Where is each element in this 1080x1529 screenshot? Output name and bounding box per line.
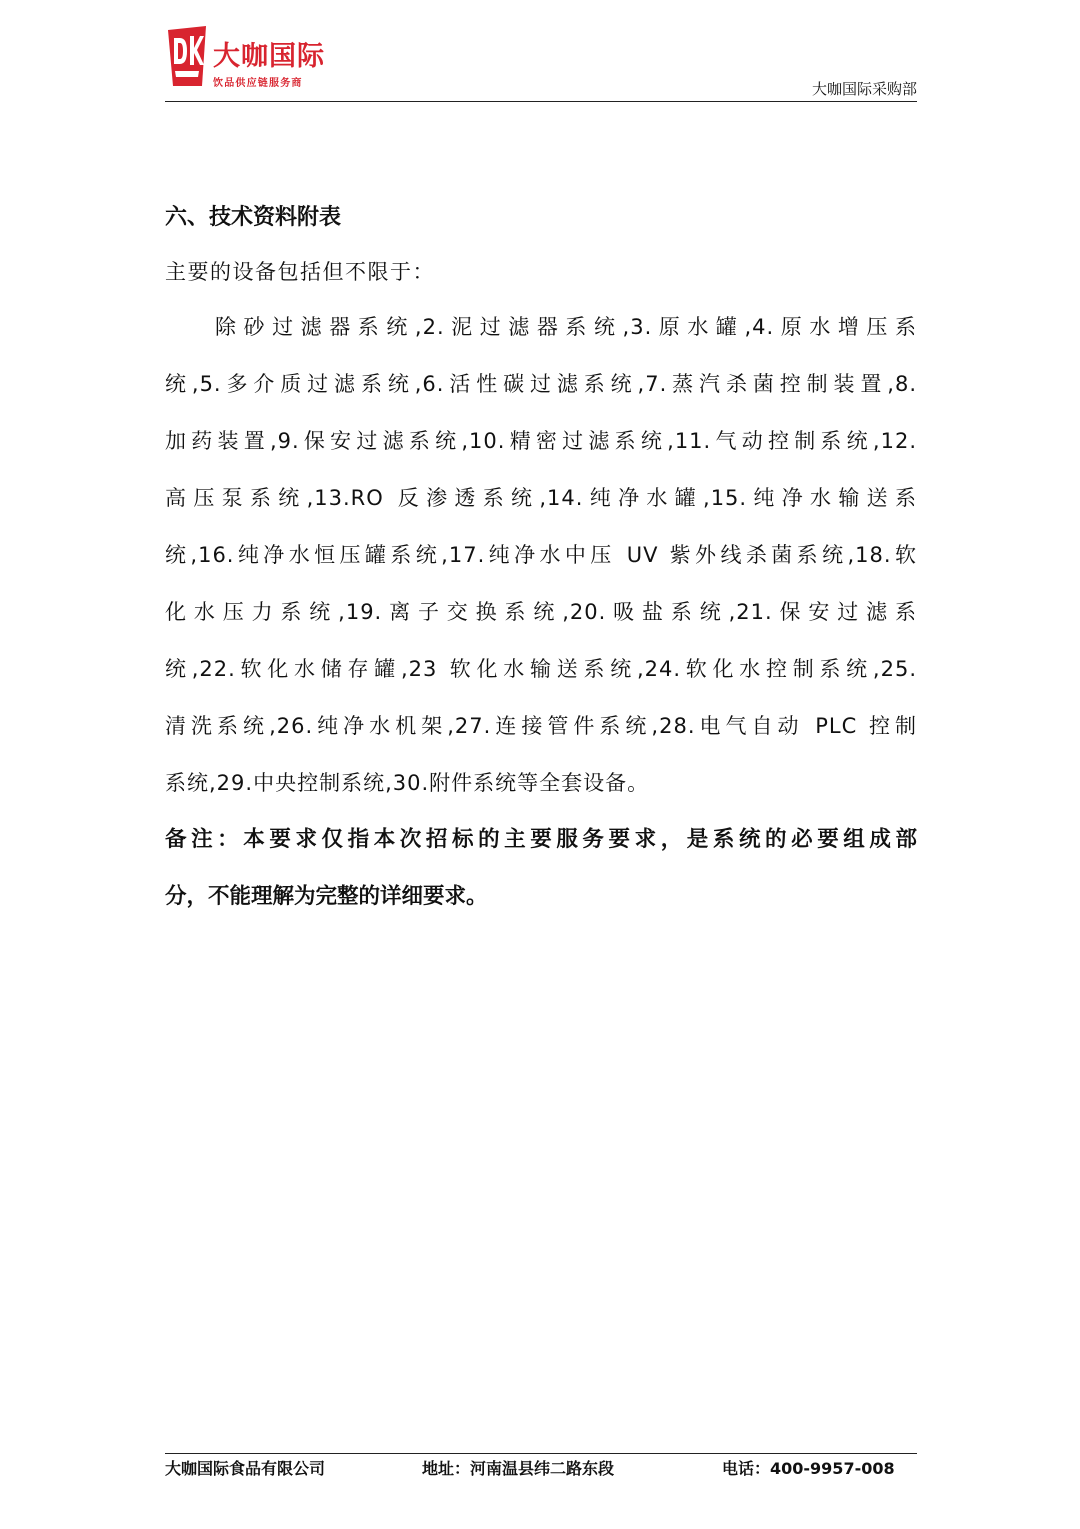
equipment-line: 统,16.纯净水恒压罐系统,17.纯净水中压 UV 紫外线杀菌系统,18.软 xyxy=(165,543,917,567)
remark-line: 备注：本要求仅指本次招标的主要服务要求，是系统的必要组成部 xyxy=(165,827,917,852)
footer-phone: 电话：400-9957-008 xyxy=(722,1459,895,1478)
remark-paragraph xyxy=(165,823,917,937)
footer-address: 地址：河南温县纬二路东段 xyxy=(422,1459,615,1478)
equipment-line: 系统,29.中央控制系统,30.附件系统等全套设备。 xyxy=(165,771,650,795)
equipment-line: 高压泵系统,13.RO 反渗透系统,14.纯净水罐,15.纯净水输送系 xyxy=(165,486,917,510)
document-body xyxy=(165,196,917,937)
logo-tagline: 饮品供应链服务商 xyxy=(213,78,303,89)
equipment-line: 统,5.多介质过滤系统,6.活性碳过滤系统,7.蒸汽杀菌控制装置,8. xyxy=(165,372,917,396)
logo-brand-name: 大咖国际 xyxy=(213,41,325,72)
equipment-line: 除砂过滤器系统,2.泥过滤器系统,3.原水罐,4.原水增压系 xyxy=(215,315,917,339)
footer-divider xyxy=(165,1453,917,1454)
footer-company: 大咖国际食品有限公司 xyxy=(165,1459,326,1478)
dk-cup-logo-icon xyxy=(165,24,209,88)
equipment-list xyxy=(165,310,917,823)
section-intro: 主要的设备包括但不限于： xyxy=(165,260,435,284)
equipment-line: 加药装置,9.保安过滤系统,10.精密过滤系统,11.气动控制系统,12. xyxy=(165,429,917,453)
equipment-line: 化水压力系统,19.离子交换系统,20.吸盐系统,21.保安过滤系 xyxy=(165,600,917,624)
equipment-line: 清洗系统,26.纯净水机架,27.连接管件系统,28.电气自动 PLC 控制 xyxy=(165,714,917,738)
company-logo xyxy=(165,22,345,94)
page-footer xyxy=(165,1456,917,1482)
header-divider xyxy=(165,101,917,102)
department-label: 大咖国际采购部 xyxy=(811,80,917,98)
page-header xyxy=(165,22,917,102)
logo-mark-text: DK xyxy=(165,24,167,25)
remark-line: 分，不能理解为完整的详细要求。 xyxy=(165,884,488,909)
section-title: 六、技术资料附表 xyxy=(165,205,342,230)
equipment-line: 统,22.软化水储存罐,23 软化水输送系统,24.软化水控制系统,25. xyxy=(165,657,917,681)
